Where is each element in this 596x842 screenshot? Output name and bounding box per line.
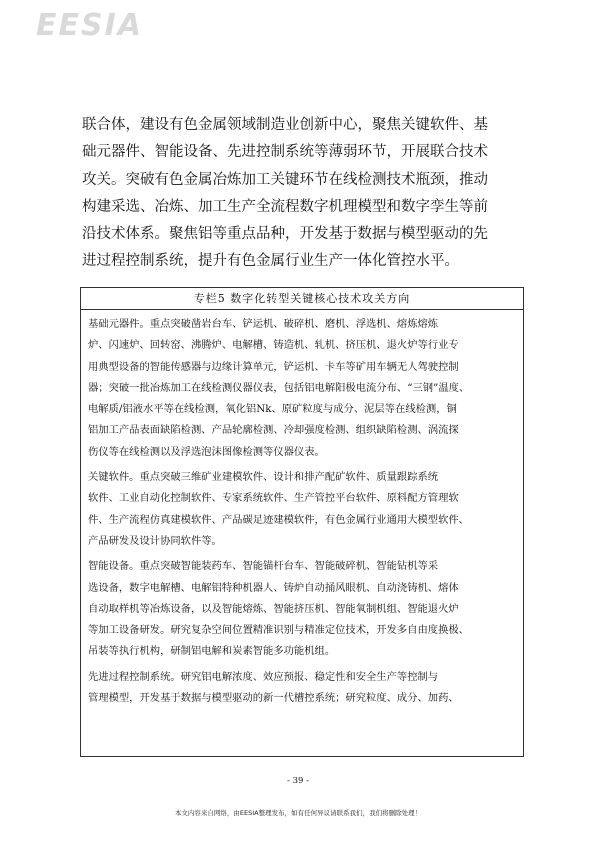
box-line: 伤仪等在线检测以及浮选泡沫图像检测等仪器仪表。: [88, 445, 325, 458]
body-line: 攻关。突破有色金属冶炼加工关键环节在线检测技术瓶颈，推动: [82, 171, 488, 188]
footer-disclaimer: 本文内容来自网络，由EESIA整理发布，如有任何异议请联系我们，我们将删除处理！: [174, 809, 422, 817]
box-line: 自动取样机等冶炼设备，以及智能熔炼、智能挤压机、智能氧制机组、智能退火炉: [88, 602, 459, 615]
box-paragraph: [88, 556, 517, 662]
box-line: 基础元器件。重点突破凿岩台车、铲运机、破碎机、磨机、浮选机、熔炼熔炼: [88, 318, 439, 330]
box-line: 炉、闪速炉、回转窑、沸腾炉、电解槽、铸造机、轧机、挤压机、退火炉等行业专: [88, 339, 459, 352]
box-line: 件、生产流程仿真建模软件、产品碳足迹建模软件，有色金属行业通用大模型软件、: [88, 513, 469, 526]
box-line: 铝加工产品表面缺陷检测、产品轮廓检测、冷却强度检测、组织缺陷检测、涡流探: [88, 424, 459, 437]
page-number: - 39 -: [287, 776, 309, 786]
body-line: 构建采选、冶炼、加工生产全流程数字机理模型和数字孪生等前: [82, 198, 488, 215]
box-paragraph: [88, 467, 517, 552]
box-line: 选设备，数字电解槽、电解铝特种机器人、铸炉自动捅风眼机、自动浇铸机、熔体: [88, 581, 459, 594]
box-line: 先进过程控制系统。研究铝电解浓度、效应预报、稳定性和安全生产等控制与: [88, 670, 439, 683]
box-line: 智能设备。重点突破智能装药车、智能锚杆台车、智能破碎机、智能钻机等采: [88, 560, 439, 573]
body-line: 进过程控制系统，提升有色金属行业生产一体化管控水平。: [82, 253, 459, 270]
box-content: [81, 310, 523, 709]
sidebar-box-5: [80, 287, 524, 757]
box-line: 吊装等执行机构，研制铝电解和炭素智能多功能机组。: [88, 645, 336, 658]
box-line: 关键软件。重点突破三维矿业建模软件、设计和排产配矿软件、质量跟踪系统: [88, 471, 439, 484]
body-line: 联合体，建设有色金属领域制造业创新中心，聚焦关键软件、基: [82, 117, 488, 133]
body-line: 础元器件、智能设备、先进控制系统等薄弱环节，开展联合技术: [82, 144, 488, 161]
box-title: 专栏5 数字化转型关键核心技术攻关方向: [81, 288, 523, 310]
eesia-logo: EESIA: [36, 8, 143, 43]
body-line: 沿技术体系。聚焦铝等重点品种，开发基于数据与模型驱动的先: [82, 226, 488, 243]
box-line: 用典型设备的智能传感器与边缘计算单元，铲运机、卡车等矿用车辆无人驾驶控制: [88, 360, 459, 373]
box-line: 电解质/铝液水平等在线检测，氧化铝Nk、原矿粒度与成分、泥层等在线检测，铜: [88, 403, 457, 416]
box-paragraph: [88, 314, 517, 463]
body-text: [82, 112, 522, 276]
box-line: 管理模型，开发基于数据与模型驱动的新一代槽控系统；研究粒度、成分、加药、: [88, 692, 459, 705]
box-line: 等加工设备研发。研究复杂空间位置精准识别与精准定位技术，开发多自由度换极、: [88, 624, 469, 637]
box-line: 器；突破一批冶炼加工在线检测仪器仪表，包括铝电解阳极电流分布、“三钢”温度、: [88, 381, 470, 394]
box-line: 产品研发及设计协同软件等。: [88, 534, 222, 547]
box-paragraph: [88, 667, 517, 710]
box-line: 软件、工业自动化控制软件、专家系统软件、生产管控平台软件、原料配方管理软: [88, 492, 459, 505]
